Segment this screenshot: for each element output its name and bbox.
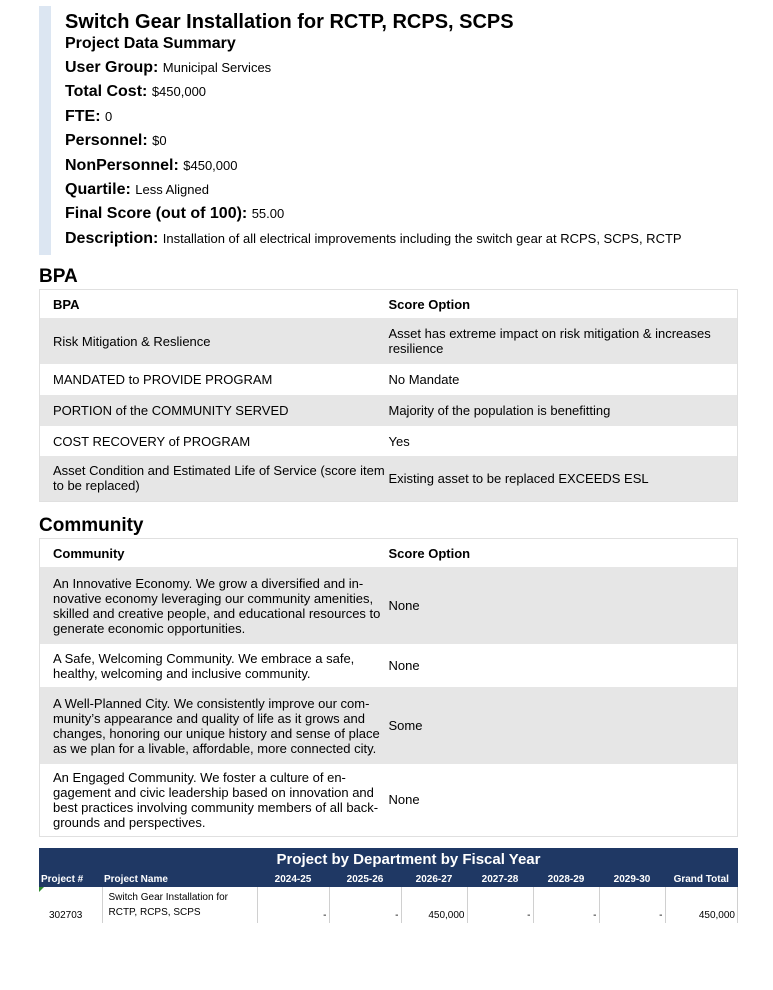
score-option: Some [389, 687, 738, 764]
fiscal-table-title: Project by Department by Fiscal Year [276, 851, 541, 868]
project-name-line: RCTP, RCPS, SCPS [108, 907, 201, 918]
project-name-line: Switch Gear Installation for [108, 892, 228, 903]
score-option: Existing asset to be replaced EXCEEDS ESL [389, 456, 738, 501]
table-row [40, 687, 738, 764]
field-value: Municipal Services [162, 60, 272, 75]
community-item: A Safe, Welcoming Community. We embrace a safe, healthy, welcoming and inclusive community. [40, 644, 389, 687]
fy-value: - [599, 887, 665, 923]
field-quartile [65, 178, 739, 202]
field-fte [65, 105, 739, 129]
score-option: Majority of the population is benefitting [389, 395, 738, 426]
bpa-section-title: BPA [39, 266, 78, 287]
grand-total-value: 450,000 [665, 887, 738, 923]
table-header-row [40, 539, 738, 568]
field-value: Less Aligned [135, 182, 209, 198]
column-header: Project Name [102, 872, 257, 887]
community-table [39, 538, 738, 837]
field-label: FTE: [65, 107, 101, 125]
bpa-item: PORTION of the COMMUNITY SERVED [40, 395, 389, 426]
field-total-cost [65, 80, 739, 104]
field-value: 0 [105, 108, 113, 124]
column-header: 2027-28 [467, 872, 533, 887]
column-header: BPA [40, 290, 389, 319]
column-header: 2024-25 [257, 872, 329, 887]
summary-subtitle: Project Data Summary [65, 35, 236, 52]
column-header: 2026-27 [401, 872, 467, 887]
field-label: Personnel: [65, 132, 148, 150]
column-header: 2025-26 [329, 872, 401, 887]
table-row [40, 426, 738, 456]
project-title: Switch Gear Installation for RCTP, RCPS, SCPS [65, 11, 514, 33]
field-value: $450,000 [151, 84, 207, 100]
score-option: No Mandate [389, 364, 738, 395]
fy-value: - [329, 887, 401, 923]
community-section-title: Community [39, 515, 144, 536]
table-header-row [39, 872, 738, 887]
table-row [39, 887, 738, 923]
field-label: Quartile: [65, 181, 131, 199]
column-header: Score Option [389, 290, 738, 319]
cell-comment-marker [39, 887, 44, 892]
field-label: User Group: [65, 59, 159, 76]
field-value: $450,000 [183, 157, 238, 173]
fy-value: 450,000 [401, 887, 467, 923]
score-option: Yes [389, 426, 738, 456]
score-option: None [389, 644, 738, 687]
column-header: 2028-29 [533, 872, 599, 887]
column-header: Score Option [389, 539, 738, 568]
table-row [40, 644, 738, 687]
table-row [40, 364, 738, 395]
community-item: A Well-Planned City. We consistently improve our com-munity’s appearance and quality of life as it grows and changes, honoring our unique history and sense of place as we plan for a livable, affordable, more connected city. [40, 687, 389, 764]
table-row [40, 456, 738, 501]
score-option: None [389, 764, 738, 836]
bpa-item: Asset Condition and Estimated Life of Service (score item to be replaced) [40, 456, 389, 501]
project-number: 302703 [39, 887, 102, 923]
score-option: Asset has extreme impact on risk mitigation & increases resilience [389, 318, 738, 364]
column-header: Community [40, 539, 389, 568]
bpa-item: MANDATED to PROVIDE PROGRAM [40, 364, 389, 395]
fy-value: - [467, 887, 533, 923]
community-item: An Engaged Community. We foster a culture of en-gagement and civic leadership based on innovation and best practices involving community members of all back-grounds and perspectives. [40, 764, 389, 836]
fy-value: - [533, 887, 599, 923]
column-header: Project # [39, 872, 102, 887]
table-row [40, 318, 738, 364]
field-user-group [65, 56, 739, 80]
bpa-table [39, 289, 738, 502]
column-header: Grand Total [665, 872, 738, 887]
field-label: Description: [65, 229, 159, 247]
field-personnel [65, 129, 739, 153]
table-row [40, 567, 738, 644]
field-value: $0 [152, 133, 167, 149]
field-label: Total Cost: [65, 83, 148, 101]
field-label: Final Score (out of 100): [65, 205, 248, 223]
table-header-row [40, 290, 738, 319]
table-row [40, 764, 738, 836]
field-value: 55.00 [251, 206, 285, 222]
field-value: Installation of all electrical improvements including the switch gear at RCPS, SCPS, RCTP [162, 230, 682, 246]
project-name [102, 887, 257, 923]
field-final-score [65, 202, 739, 226]
field-description [65, 227, 739, 251]
column-header: 2029-30 [599, 872, 665, 887]
table-row [40, 395, 738, 426]
field-label: NonPersonnel: [65, 156, 179, 174]
fy-value: - [257, 887, 329, 923]
fiscal-year-table [39, 848, 738, 923]
score-option: None [389, 567, 738, 644]
community-item: An Innovative Economy. We grow a diversified and in-novative economy leveraging our community amenities, skilled and creative people, and educational resources to generate economic opportunities. [40, 567, 389, 644]
bpa-item: Risk Mitigation & Reslience [40, 318, 389, 364]
field-nonpersonnel [65, 154, 739, 178]
project-summary [39, 6, 739, 255]
bpa-item: COST RECOVERY of PROGRAM [40, 426, 389, 456]
